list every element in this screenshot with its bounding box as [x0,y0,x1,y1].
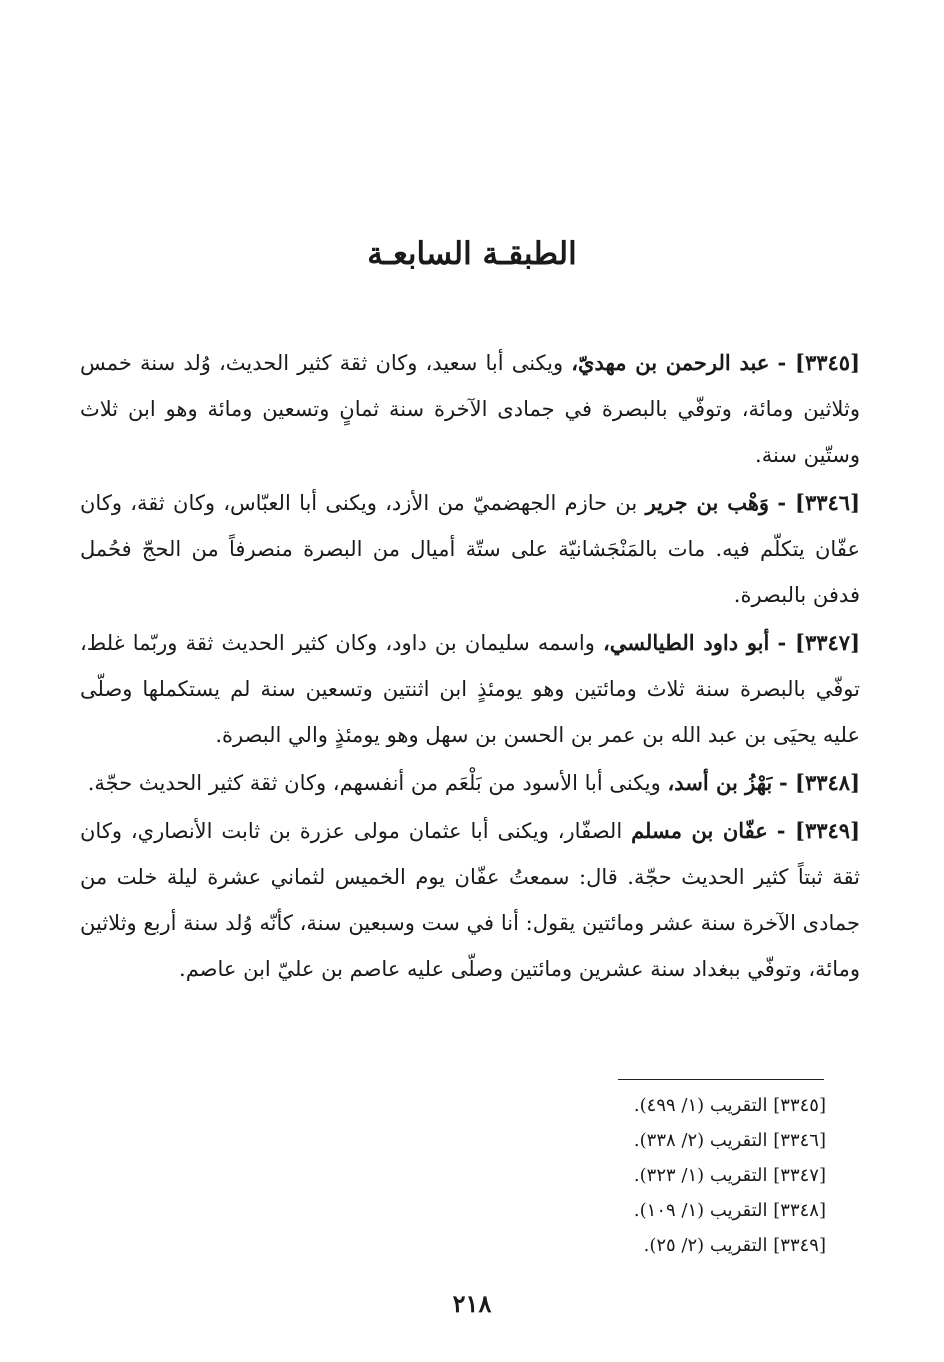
entry-name: عفّان بن مسلم [631,818,768,843]
biography-entries [80,340,860,994]
entry-text: الصفّار، ويكنى أبا عثمان مولى عزرة بن ثابت الأنصاري، وكان ثقة ثبتاً كثير الحديث حجّة. قال: سمعتُ عفّان يوم الخميس لثماني عشرة ليلة خلت من جمادى الآخرة سنة عشر ومائتين يقول: أنا في ست وسبعين سنة، كأنّه وُلد سنة أربع وثلاثين ومائة، وتوفّي ببغداد سنة عشرين ومائتين وصلّى عليه عاصم بن عليّ ابن عاصم. [80,819,860,981]
entry-number: [٣٣٤٨] - [778,770,860,795]
entry-name: بَهْزُ بن أسد، [667,770,773,795]
footnote: [٣٣٤٧] التقريب (١/ ٣٢٣). [633,1165,826,1186]
biography-entry [80,340,860,478]
entry-number: [٣٣٤٩] - [776,818,860,843]
biography-entry [80,480,860,618]
footnote-divider [618,1079,824,1080]
entry-number: [٣٣٤٥] - [777,350,861,375]
footnotes [406,1088,826,1263]
entry-number: [٣٣٤٧] - [777,630,860,655]
entry-name: وَهْب بن جرير [645,490,770,515]
biography-entry [80,808,860,992]
entry-text: واسمه سليمان بن داود، وكان كثير الحديث ثقة وربّما غلط، توفّي بالبصرة سنة ثلاث ومائتين وهو يومئذٍ ابن اثنتين وتسعين سنة لم يستكملها وصلّى عليه يحيَى بن عبد الله بن عمر بن الحسن بن سهل وهو يومئذٍ والي البصرة. [80,631,860,747]
footnote: [٣٣٤٦] التقريب (٢/ ٣٣٨). [633,1130,826,1151]
chapter-title: الطبقـة السابعـة [367,236,577,272]
footnote: [٣٣٤٨] التقريب (١/ ١٠٩). [633,1200,826,1221]
entry-number: [٣٣٤٦] - [777,490,861,515]
entry-text: ويكنى أبا الأسود من بَلْعَم من أنفسهم، وكان ثقة كثير الحديث حجّة. [87,771,661,795]
footnote: [٣٣٤٩] التقريب (٢/ ٢٥). [643,1235,826,1256]
biography-entry [80,620,860,758]
entry-text: ويكنى أبا سعيد، وكان ثقة كثير الحديث، وُلد سنة خمس وثلاثين ومائة، وتوفّي بالبصرة في جمادى الآخرة سنة ثمانٍ وتسعين ومائة وهو ابن ثلاث وستّين سنة. [80,351,860,467]
entry-name: أبو داود الطيالسي، [603,630,770,655]
entry-name: عبد الرحمن بن مهديّ، [571,350,770,375]
biography-entry [80,760,860,806]
page-number: ٢١٨ [452,1289,492,1318]
footnote: [٣٣٤٥] التقريب (١/ ٤٩٩). [633,1095,826,1116]
entry-text: بن حازم الجهضميّ من الأزد، ويكنى أبا العبّاس، وكان ثقة، وكان عفّان يتكلّم فيه. مات بالمَنْجَشانيّة على ستّة أميال من البصرة منصرفاً من الحجّ فحُمل فدفن بالبصرة. [80,491,860,607]
